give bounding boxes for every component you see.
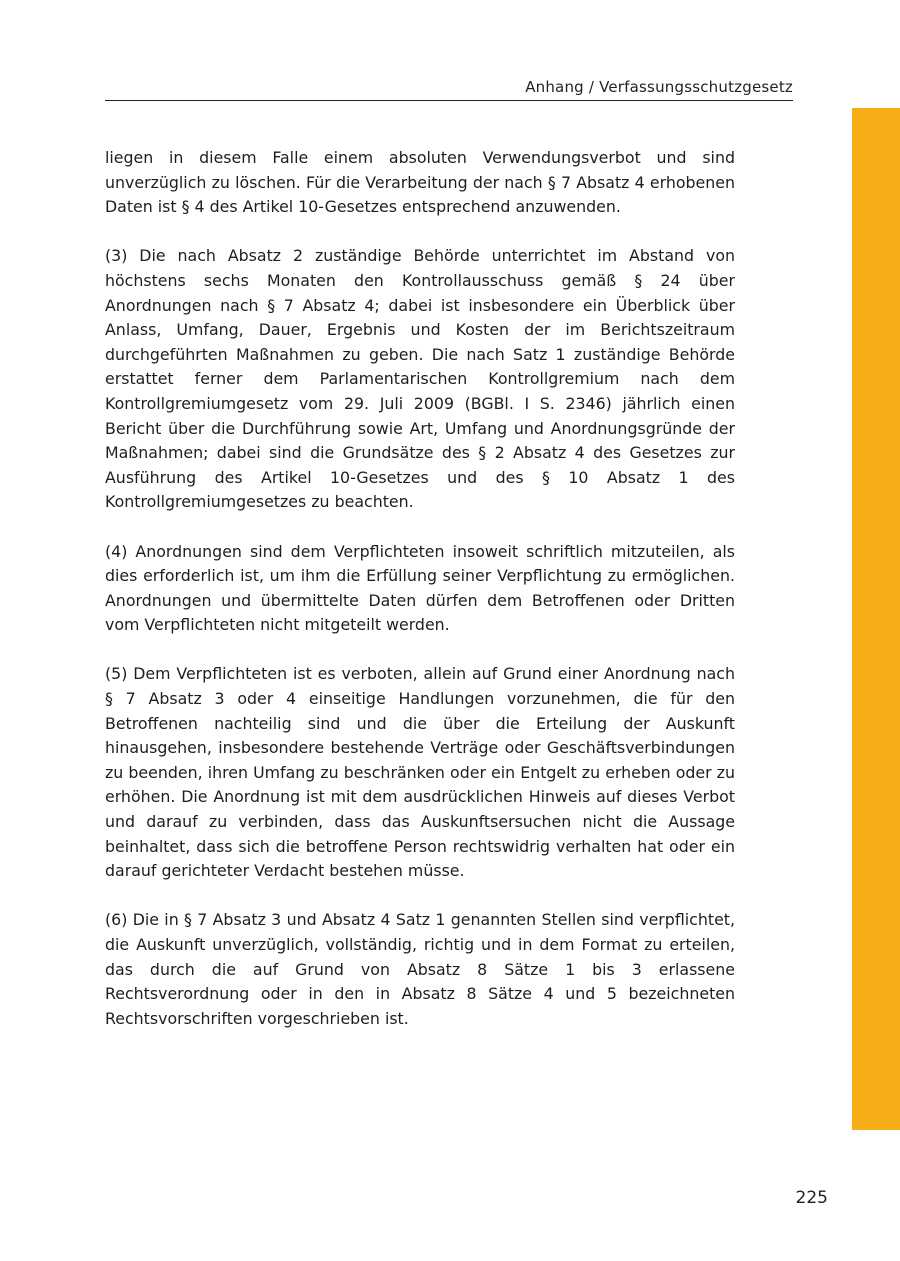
paragraph-5: (5) Dem Verpflichteten ist es verboten, allein auf Grund einer Anordnung nach § 7 Absatz 3 oder 4 einseitige Handlungen vorzunehmen, die für den Betroffenen nachteilig sind und die über die Erteilung der Auskunft hinausgehen, insbesondere bestehende Verträge oder Geschäftsverbindungen zu beenden, ihren Umfang zu beschränken oder ein Entgelt zu erheben oder zu erhöhen. Die Anordnung ist mit dem ausdrücklichen Hinweis auf dieses Verbot und darauf zu verbinden, dass das Auskunftsersuchen nicht die Aussage beinhaltet, dass sich die betroffene Person rechtswidrig verhalten hat oder ein darauf gerichteter Verdacht bestehen müsse. bbox=[105, 664, 735, 881]
page-number: 225 bbox=[795, 1188, 828, 1208]
paragraph-4: (4) Anordnungen sind dem Verpflichteten insoweit schriftlich mitzuteilen, als dies erforderlich ist, um ihm die Erfüllung seiner Verpflichtung zu ermöglichen. Anordnungen und übermittelte Daten dürfen dem Betroffenen oder Dritten vom Verpflichteten nicht mitgeteilt werden. bbox=[105, 541, 735, 635]
paragraph-3: (3) Die nach Absatz 2 zuständige Behörde unterrichtet im Abstand von höchstens sechs Monaten den Kontrollausschuss gemäß § 24 über Anordnungen nach § 7 Absatz 4; dabei ist insbesondere ein Überblick über Anlass, Umfang, Dauer, Ergebnis und Kosten der im Berichtszeitraum durchgeführten Maßnahmen zu geben. Die nach Satz 1 zuständige Behörde erstattet ferner dem Parlamentarischen Kontrollgremium nach dem Kontrollgremiumgesetz vom 29. Juli 2009 (BGBl. I S. 2346) jährlich einen Bericht über die Durchführung sowie Art, Umfang und Anordnungsgründe der Maßnahmen; dabei sind die Grundsätze des § 2 Absatz 4 des Gesetzes zur Ausführung des Artikel 10-Gesetzes und des § 10 Absatz 1 des Kontrollgremiumgesetzes zu beachten. bbox=[105, 246, 735, 512]
header-rule bbox=[105, 100, 793, 101]
paragraph-6: (6) Die in § 7 Absatz 3 und Absatz 4 Satz 1 genannten Stellen sind verpflichtet, die Auskunft unverzüglich, vollständig, richtig und in dem Format zu erteilen, das durch die auf Grund von Absatz 8 Sätze 1 bis 3 erlassene Rechtsverordnung oder in den in Absatz 8 Sätze 4 und 5 bezeichneten Rechtsvorschriften vorgeschrieben ist. bbox=[105, 910, 735, 1028]
body-text bbox=[105, 146, 735, 1056]
chapter-side-tab bbox=[852, 108, 900, 1130]
running-header: Anhang / Verfassungsschutzgesetz bbox=[525, 78, 793, 96]
paragraph-continuation: liegen in diesem Falle einem absoluten Verwendungsverbot und sind unverzüglich zu löschen. Für die Verarbeitung der nach § 7 Absatz 4 erhobenen Daten ist § 4 des Artikel 10-Gesetzes entsprechend anzuwenden. bbox=[105, 148, 735, 217]
